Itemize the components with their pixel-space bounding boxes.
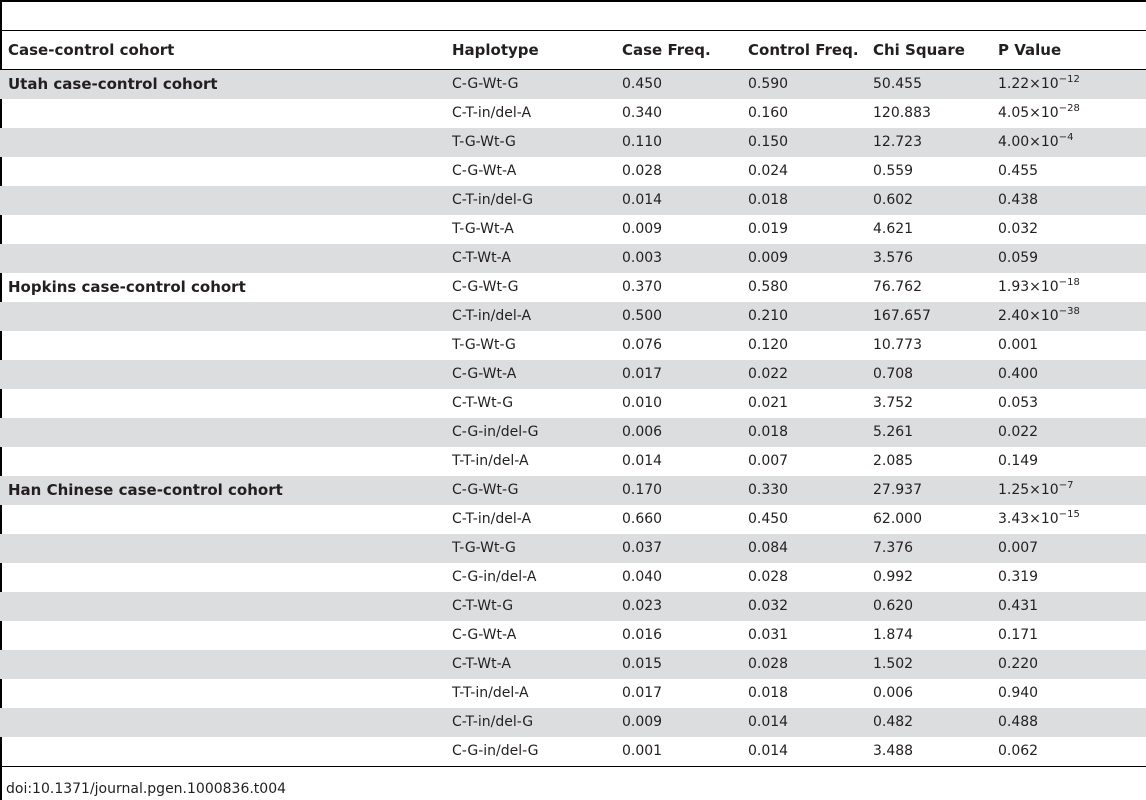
haplotype-cell: C-G-in/del-A	[452, 569, 537, 585]
case-freq-cell: 0.006	[622, 424, 663, 440]
case-freq-cell: 0.014	[622, 192, 663, 208]
chi-square-cell: 76.762	[873, 279, 922, 295]
control-freq-cell: 0.018	[748, 424, 789, 440]
case-freq-cell: 0.001	[622, 743, 663, 759]
table-top-border	[0, 0, 1146, 2]
case-freq-cell: 0.037	[622, 540, 663, 556]
p-value-mantissa: 0.940	[998, 685, 1039, 701]
chi-square-cell: 62.000	[873, 511, 922, 527]
header-cohort: Case-control cohort	[8, 41, 175, 59]
control-freq-cell: 0.018	[748, 685, 789, 701]
chi-square-cell: 3.488	[873, 743, 914, 759]
table-body	[0, 70, 1146, 766]
p-value-cell	[998, 331, 1038, 360]
table-row	[0, 128, 1146, 157]
table-row	[0, 157, 1146, 186]
control-freq-cell: 0.150	[748, 134, 789, 150]
p-value-exponent: −38	[1058, 306, 1080, 317]
p-value-exponent: −7	[1058, 480, 1074, 491]
case-freq-cell: 0.040	[622, 569, 663, 585]
case-freq-cell: 0.017	[622, 685, 663, 701]
control-freq-cell: 0.019	[748, 221, 789, 237]
haplotype-cell: C-T-in/del-A	[452, 105, 532, 121]
chi-square-cell: 3.576	[873, 250, 914, 266]
table-row	[0, 70, 1146, 99]
p-value-mantissa: 0.319	[998, 569, 1039, 585]
haplotype-cell: T-G-Wt-A	[452, 221, 514, 237]
haplotype-cell: T-G-Wt-G	[452, 540, 516, 556]
header-haplotype: Haplotype	[452, 41, 539, 59]
case-freq-cell: 0.076	[622, 337, 663, 353]
p-value-cell	[998, 70, 1080, 99]
p-value-mantissa: 2.40×10	[998, 308, 1059, 324]
table-row	[0, 186, 1146, 215]
chi-square-cell: 167.657	[873, 308, 931, 324]
control-freq-cell: 0.018	[748, 192, 789, 208]
chi-square-cell: 0.006	[873, 685, 914, 701]
case-freq-cell: 0.500	[622, 308, 663, 324]
haplotype-cell: T-T-in/del-A	[452, 685, 529, 701]
p-value-mantissa: 4.05×10	[998, 105, 1059, 121]
haplotype-cell: T-G-Wt-G	[452, 337, 516, 353]
chi-square-cell: 0.602	[873, 192, 914, 208]
p-value-mantissa: 0.059	[998, 250, 1039, 266]
chi-square-cell: 0.559	[873, 163, 914, 179]
control-freq-cell: 0.014	[748, 743, 789, 759]
p-value-mantissa: 0.438	[998, 192, 1039, 208]
p-value-cell	[998, 128, 1073, 157]
table-row	[0, 534, 1146, 563]
case-freq-cell: 0.017	[622, 366, 663, 382]
p-value-mantissa: 0.007	[998, 540, 1039, 556]
p-value-cell	[998, 186, 1038, 215]
p-value-mantissa: 0.400	[998, 366, 1039, 382]
chi-square-cell: 12.723	[873, 134, 922, 150]
p-value-cell	[998, 360, 1038, 389]
cohort-cell: Han Chinese case-control cohort	[8, 481, 283, 499]
p-value-mantissa: 0.001	[998, 337, 1039, 353]
control-freq-cell: 0.210	[748, 308, 789, 324]
p-value-mantissa: 0.149	[998, 453, 1039, 469]
chi-square-cell: 0.482	[873, 714, 914, 730]
control-freq-cell: 0.031	[748, 627, 789, 643]
case-freq-cell: 0.009	[622, 221, 663, 237]
p-value-mantissa: 1.25×10	[998, 482, 1059, 498]
p-value-cell	[998, 476, 1073, 505]
p-value-mantissa: 3.43×10	[998, 511, 1059, 527]
haplotype-cell: T-G-Wt-G	[452, 134, 516, 150]
table-row	[0, 302, 1146, 331]
p-value-mantissa: 1.22×10	[998, 76, 1059, 92]
p-value-exponent: −28	[1058, 103, 1080, 114]
control-freq-cell: 0.009	[748, 250, 789, 266]
header-p-value: P Value	[998, 41, 1062, 59]
table-row	[0, 679, 1146, 708]
table-row	[0, 215, 1146, 244]
case-freq-cell: 0.003	[622, 250, 663, 266]
haplotype-cell: C-T-in/del-A	[452, 511, 532, 527]
chi-square-cell: 120.883	[873, 105, 931, 121]
haplotype-cell: C-G-Wt-G	[452, 279, 519, 295]
p-value-cell	[998, 99, 1080, 128]
haplotype-cell: C-T-in/del-G	[452, 714, 534, 730]
p-value-cell	[998, 447, 1038, 476]
table-row	[0, 621, 1146, 650]
chi-square-cell: 0.620	[873, 598, 914, 614]
table-row	[0, 737, 1146, 766]
haplotype-cell: C-G-Wt-G	[452, 76, 519, 92]
p-value-cell	[998, 244, 1038, 273]
p-value-cell	[998, 563, 1038, 592]
p-value-mantissa: 0.171	[998, 627, 1039, 643]
table-row	[0, 708, 1146, 737]
p-value-mantissa: 0.431	[998, 598, 1039, 614]
control-freq-cell: 0.032	[748, 598, 789, 614]
control-freq-cell: 0.084	[748, 540, 789, 556]
p-value-cell	[998, 418, 1038, 447]
case-freq-cell: 0.023	[622, 598, 663, 614]
haplotype-cell: C-T-Wt-A	[452, 656, 511, 672]
chi-square-cell: 50.455	[873, 76, 922, 92]
haplotype-cell: C-G-Wt-A	[452, 366, 517, 382]
table-row	[0, 418, 1146, 447]
p-value-cell	[998, 273, 1080, 302]
p-value-exponent: −4	[1058, 132, 1074, 143]
case-freq-cell: 0.370	[622, 279, 663, 295]
p-value-mantissa: 0.220	[998, 656, 1039, 672]
p-value-mantissa: 0.062	[998, 743, 1039, 759]
case-freq-cell: 0.010	[622, 395, 663, 411]
case-freq-cell: 0.014	[622, 453, 663, 469]
case-freq-cell: 0.450	[622, 76, 663, 92]
control-freq-cell: 0.330	[748, 482, 789, 498]
cohort-cell: Utah case-control cohort	[8, 75, 218, 93]
table-row	[0, 476, 1146, 505]
chi-square-cell: 5.261	[873, 424, 914, 440]
chi-square-cell: 10.773	[873, 337, 922, 353]
case-freq-cell: 0.170	[622, 482, 663, 498]
chi-square-cell: 2.085	[873, 453, 914, 469]
chi-square-cell: 1.502	[873, 656, 914, 672]
haplotype-cell: T-T-in/del-A	[452, 453, 529, 469]
table-row	[0, 331, 1146, 360]
table-row	[0, 273, 1146, 302]
control-freq-cell: 0.580	[748, 279, 789, 295]
case-freq-cell: 0.016	[622, 627, 663, 643]
table-row	[0, 99, 1146, 128]
p-value-mantissa: 0.032	[998, 221, 1039, 237]
cohort-cell: Hopkins case-control cohort	[8, 278, 246, 296]
p-value-cell	[998, 389, 1038, 418]
table-row	[0, 592, 1146, 621]
control-freq-cell: 0.450	[748, 511, 789, 527]
p-value-cell	[998, 215, 1038, 244]
chi-square-cell: 1.874	[873, 627, 914, 643]
doi-caption: doi:10.1371/journal.pgen.1000836.t004	[6, 781, 287, 797]
haplotype-cell: C-T-Wt-A	[452, 250, 511, 266]
case-freq-cell: 0.028	[622, 163, 663, 179]
control-freq-cell: 0.024	[748, 163, 789, 179]
p-value-cell	[998, 302, 1080, 331]
control-freq-cell: 0.590	[748, 76, 789, 92]
case-freq-cell: 0.340	[622, 105, 663, 121]
control-freq-cell: 0.022	[748, 366, 789, 382]
p-value-mantissa: 0.022	[998, 424, 1039, 440]
p-value-exponent: −18	[1058, 277, 1080, 288]
table-row	[0, 244, 1146, 273]
p-value-mantissa: 0.053	[998, 395, 1039, 411]
haplotype-cell: C-G-Wt-G	[452, 482, 519, 498]
control-freq-cell: 0.028	[748, 656, 789, 672]
haplotype-cell: C-T-Wt-G	[452, 598, 514, 614]
p-value-cell	[998, 592, 1038, 621]
chi-square-cell: 27.937	[873, 482, 922, 498]
p-value-mantissa: 0.488	[998, 714, 1039, 730]
case-freq-cell: 0.660	[622, 511, 663, 527]
header-case-freq: Case Freq.	[622, 41, 711, 59]
table-bottom-rule	[0, 766, 1146, 767]
chi-square-cell: 3.752	[873, 395, 914, 411]
table-row	[0, 360, 1146, 389]
control-freq-cell: 0.014	[748, 714, 789, 730]
haplotype-cell: C-G-in/del-G	[452, 743, 539, 759]
haplotype-cell: C-G-Wt-A	[452, 163, 517, 179]
table-row	[0, 563, 1146, 592]
p-value-mantissa: 0.455	[998, 163, 1039, 179]
p-value-exponent: −12	[1058, 74, 1080, 85]
haplotype-cell: C-G-Wt-A	[452, 627, 517, 643]
p-value-cell	[998, 505, 1080, 534]
control-freq-cell: 0.160	[748, 105, 789, 121]
chi-square-cell: 0.992	[873, 569, 914, 585]
header-chi-square: Chi Square	[873, 41, 965, 59]
control-freq-cell: 0.007	[748, 453, 789, 469]
p-value-mantissa: 4.00×10	[998, 134, 1059, 150]
control-freq-cell: 0.120	[748, 337, 789, 353]
p-value-cell	[998, 679, 1038, 708]
header-control-freq: Control Freq.	[748, 41, 859, 59]
p-value-exponent: −15	[1058, 509, 1080, 520]
chi-square-cell: 4.621	[873, 221, 914, 237]
haplotype-cell: C-G-in/del-G	[452, 424, 539, 440]
table-row	[0, 389, 1146, 418]
p-value-cell	[998, 737, 1038, 766]
case-freq-cell: 0.110	[622, 134, 663, 150]
chi-square-cell: 7.376	[873, 540, 914, 556]
p-value-cell	[998, 650, 1038, 679]
case-freq-cell: 0.015	[622, 656, 663, 672]
table-row	[0, 650, 1146, 679]
p-value-cell	[998, 621, 1038, 650]
haplotype-cell: C-T-in/del-G	[452, 192, 534, 208]
case-freq-cell: 0.009	[622, 714, 663, 730]
table-header	[0, 31, 1146, 69]
control-freq-cell: 0.021	[748, 395, 789, 411]
p-value-cell	[998, 157, 1038, 186]
haplotype-cell: C-T-in/del-A	[452, 308, 532, 324]
table-row	[0, 505, 1146, 534]
control-freq-cell: 0.028	[748, 569, 789, 585]
haplotype-cell: C-T-Wt-G	[452, 395, 514, 411]
chi-square-cell: 0.708	[873, 366, 914, 382]
p-value-cell	[998, 708, 1038, 737]
table-row	[0, 447, 1146, 476]
p-value-mantissa: 1.93×10	[998, 279, 1059, 295]
p-value-cell	[998, 534, 1038, 563]
